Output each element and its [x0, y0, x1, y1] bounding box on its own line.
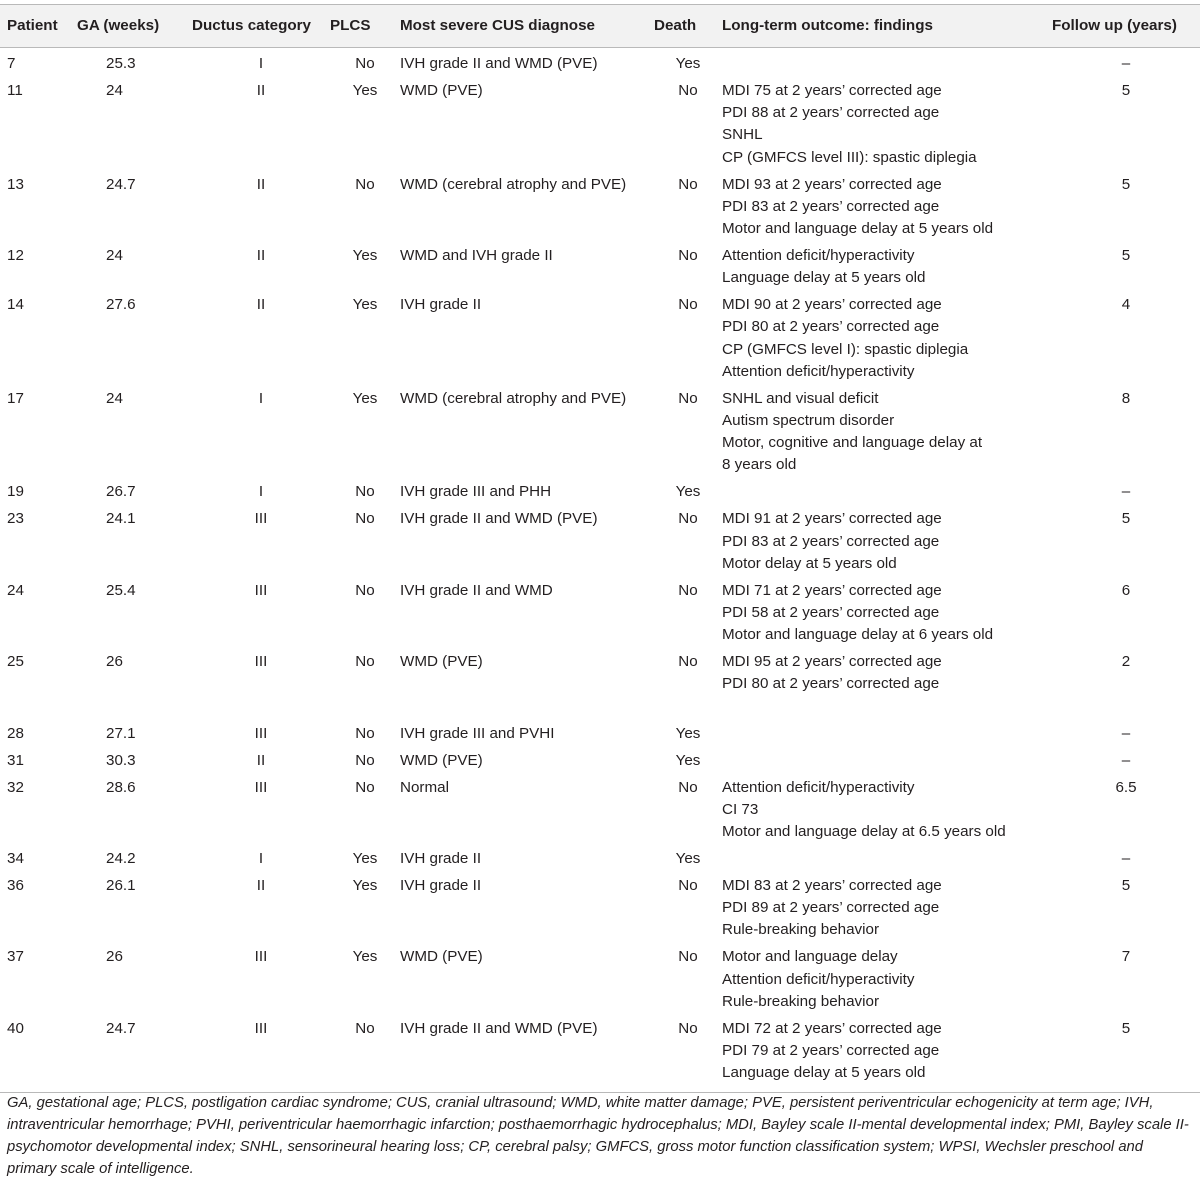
- cell-outcome: [722, 481, 1052, 508]
- cell-plcs: No: [355, 510, 375, 528]
- outcome-line: CI 73: [722, 800, 759, 818]
- cell-cus: WMD (cerebral atrophy and PVE): [400, 389, 627, 407]
- header-cus: Most severe CUS diagnose: [400, 5, 654, 48]
- cell-followup: –: [1121, 850, 1131, 868]
- results-table: [0, 4, 1200, 1093]
- outcome-line: PDI 58 at 2 years’ corrected age: [722, 604, 940, 622]
- cell-death: No: [678, 510, 698, 528]
- cell-cus: WMD (PVE): [400, 751, 483, 769]
- cell-death: No: [678, 877, 698, 895]
- outcome-line: Attention deficit/hyperactivity: [722, 362, 915, 380]
- table-row: [0, 1018, 1200, 1093]
- table-row: [0, 777, 1200, 848]
- cell-plcs: No: [355, 55, 375, 72]
- cell-ductus: III: [192, 1018, 330, 1093]
- outcome-line: MDI 83 at 2 years’ corrected age: [722, 877, 942, 895]
- cell-plcs: Yes: [352, 877, 378, 895]
- table-row: [0, 580, 1200, 651]
- cell-outcome: [722, 245, 1052, 294]
- cell-followup: –: [1121, 483, 1131, 501]
- cell-followup: 5: [1121, 877, 1131, 895]
- cell-plcs: No: [355, 175, 375, 193]
- cell-followup: 5: [1121, 247, 1131, 265]
- cell-patient: 36: [7, 877, 24, 895]
- outcome-line: PDI 83 at 2 years’ corrected age: [722, 532, 940, 550]
- outcome-line: PDI 89 at 2 years’ corrected age: [722, 899, 940, 917]
- outcome-line: Attention deficit/hyperactivity: [722, 247, 915, 265]
- cell-patient: 37: [7, 948, 24, 966]
- table-row: [0, 80, 1200, 174]
- cell-outcome: [722, 875, 1052, 946]
- cell-ductus: II: [256, 296, 266, 314]
- cell-death: Yes: [675, 751, 701, 769]
- header-plcs: PLCS: [330, 5, 400, 48]
- outcome-line: MDI 90 at 2 years’ corrected age: [722, 296, 942, 314]
- outcome-line: MDI 75 at 2 years’ corrected age: [722, 82, 942, 99]
- cell-cus: WMD (PVE): [400, 948, 483, 966]
- cell-ga: 26.7: [106, 483, 136, 501]
- cell-plcs: Yes: [352, 948, 378, 966]
- table-row: [0, 875, 1200, 946]
- cell-patient: 14: [7, 296, 24, 314]
- cell-cus: IVH grade II and WMD (PVE): [400, 510, 598, 528]
- cell-plcs: No: [355, 653, 375, 671]
- outcome-line: PDI 88 at 2 years’ corrected age: [722, 104, 940, 122]
- header-death: Death: [654, 5, 722, 48]
- outcome-line: MDI 93 at 2 years’ corrected age: [722, 175, 942, 193]
- cell-plcs: No: [330, 1018, 400, 1093]
- outcome-line: [722, 696, 1052, 718]
- cell-cus: WMD and IVH grade II: [400, 247, 553, 265]
- cell-patient: 11: [7, 82, 23, 99]
- table-row: [0, 388, 1200, 482]
- outcome-line: Motor and language delay at 6.5 years old: [722, 823, 1006, 841]
- cell-plcs: Yes: [352, 82, 378, 99]
- cell-cus: IVH grade II: [400, 877, 482, 895]
- outcome-line: MDI 91 at 2 years’ corrected age: [722, 510, 942, 528]
- cell-patient: 7: [7, 55, 16, 72]
- cell-ductus: II: [256, 82, 266, 99]
- cell-patient: 17: [7, 389, 24, 407]
- outcome-line: PDI 80 at 2 years’ corrected age: [722, 318, 940, 336]
- cell-followup: 5: [1121, 82, 1131, 99]
- cell-ductus: III: [254, 778, 268, 796]
- table-footnote: GA, gestational age; PLCS, postligation cardiac syndrome; CUS, cranial ultrasound; WMD, white matter damage; PVE, persistent periventricular echogenicity at term age; IVH, intraventricular hemorrhage; PVHI, periventricular haemorrhagic infarction; posthaemorrhagic hydrocephalus; MDI, Bayley scale II-mental developmental index; PMI, Bayley scale II-psychomotor developmental index; SNHL, sensorineural hearing loss; CP, cerebral palsy; GMFCS, gross motor function classification system; WPSI, Wechsler preschool and primary scale of intelligence.: [7, 1095, 1189, 1177]
- cell-ductus: III: [254, 581, 268, 599]
- cell-cus: IVH grade II and WMD (PVE): [400, 55, 598, 72]
- cell-outcome: [722, 294, 1052, 388]
- table-row: [0, 245, 1200, 294]
- table-row: [0, 48, 1200, 81]
- cell-patient: 31: [7, 751, 24, 769]
- cell-ga: 24.7: [77, 1018, 192, 1093]
- cell-ga: 27.1: [106, 724, 136, 742]
- cell-outcome: [722, 508, 1052, 579]
- cell-cus: WMD (PVE): [400, 82, 483, 99]
- cell-outcome: [722, 174, 1052, 245]
- outcome-line: Language delay at 5 years old: [722, 1064, 926, 1082]
- cell-followup: 6.5: [1115, 778, 1137, 796]
- table-body: [0, 48, 1200, 1093]
- outcome-line: Attention deficit/hyperactivity: [722, 970, 915, 988]
- cell-ductus: I: [258, 850, 264, 868]
- cell-ga: 26.1: [106, 877, 136, 895]
- header-followup: Follow up (years): [1052, 5, 1200, 48]
- outcome-line: SNHL and visual deficit: [722, 389, 879, 407]
- cell-plcs: No: [355, 581, 375, 599]
- table-row: [0, 723, 1200, 750]
- cell-ductus: III: [254, 948, 268, 966]
- cell-followup: –: [1121, 751, 1131, 769]
- cell-ga: 30.3: [106, 751, 136, 769]
- table-row: [0, 481, 1200, 508]
- table-row: [0, 294, 1200, 388]
- cell-ga: 24: [106, 389, 123, 407]
- cell-followup: 5: [1121, 175, 1131, 193]
- outcome-line: Attention deficit/hyperactivity: [722, 778, 915, 796]
- cell-ductus: II: [256, 247, 266, 265]
- outcome-line: MDI 95 at 2 years’ corrected age: [722, 653, 942, 671]
- cell-outcome: [722, 80, 1052, 174]
- cell-ga: 24.2: [106, 850, 136, 868]
- cell-followup: –: [1121, 55, 1131, 72]
- cell-plcs: No: [355, 724, 375, 742]
- cell-patient: 24: [7, 581, 24, 599]
- header-row: [0, 5, 1200, 48]
- cell-ductus: I: [258, 389, 264, 407]
- cell-ga: 26: [106, 653, 123, 671]
- outcome-line: MDI 72 at 2 years’ corrected age: [722, 1019, 942, 1037]
- cell-cus: IVH grade II: [400, 296, 482, 314]
- cell-cus: IVH grade II and WMD (PVE): [400, 1018, 654, 1093]
- table-row: [0, 651, 1200, 722]
- cell-ga: 27.6: [106, 296, 136, 314]
- cell-followup: –: [1121, 724, 1131, 742]
- cell-death: Yes: [675, 850, 701, 868]
- cell-followup: 7: [1121, 948, 1131, 966]
- cell-outcome: [722, 388, 1052, 482]
- cell-patient: 13: [7, 175, 24, 193]
- cell-ga: 28.6: [106, 778, 136, 796]
- cell-death: Yes: [675, 483, 701, 501]
- cell-death: Yes: [675, 724, 701, 742]
- cell-outcome: [722, 1018, 1052, 1093]
- cell-ga: 25.3: [106, 55, 136, 72]
- outcome-line: 8 years old: [722, 456, 797, 474]
- outcome-line: MDI 71 at 2 years’ corrected age: [722, 581, 942, 599]
- outcome-line: CP (GMFCS level III): spastic diplegia: [722, 148, 977, 166]
- cell-patient: 28: [7, 724, 24, 742]
- cell-patient: 12: [7, 247, 24, 265]
- cell-ductus: II: [256, 751, 266, 769]
- cell-outcome: [722, 946, 1052, 1017]
- cell-death: Yes: [675, 55, 701, 72]
- cell-cus: Normal: [400, 778, 449, 796]
- cell-plcs: Yes: [352, 850, 378, 868]
- cell-ga: 25.4: [106, 581, 136, 599]
- cell-cus: WMD (PVE): [400, 653, 483, 671]
- cell-ga: 24: [106, 247, 123, 265]
- cell-plcs: Yes: [352, 389, 378, 407]
- cell-ductus: I: [258, 55, 264, 72]
- cell-outcome: [722, 848, 1052, 875]
- cell-cus: WMD (cerebral atrophy and PVE): [400, 175, 627, 193]
- cell-ductus: I: [258, 483, 264, 501]
- outcome-line: Rule-breaking behavior: [722, 992, 880, 1010]
- outcome-line: Motor and language delay at 6 years old: [722, 626, 994, 644]
- cell-plcs: No: [355, 483, 375, 501]
- cell-death: No: [678, 82, 698, 99]
- cell-patient: 23: [7, 510, 24, 528]
- cell-ga: 24: [106, 82, 123, 99]
- cell-followup: 5: [1052, 1018, 1200, 1093]
- table-row: [0, 848, 1200, 875]
- cell-cus: IVH grade III and PHH: [400, 483, 552, 501]
- header-outcome: Long-term outcome: findings: [722, 5, 1052, 48]
- cell-followup: 2: [1121, 653, 1131, 671]
- cell-ga: 24.1: [106, 510, 136, 528]
- outcome-line: PDI 80 at 2 years’ corrected age: [722, 675, 940, 693]
- cell-cus: IVH grade II and WMD: [400, 581, 553, 599]
- cell-ductus: III: [254, 653, 268, 671]
- cell-outcome: [722, 750, 1052, 777]
- cell-cus: IVH grade II: [400, 850, 482, 868]
- cell-death: No: [678, 581, 698, 599]
- cell-death: No: [678, 247, 698, 265]
- outcome-line: CP (GMFCS level I): spastic diplegia: [722, 340, 969, 358]
- table-row: [0, 946, 1200, 1017]
- table-row: [0, 508, 1200, 579]
- outcome-line: Motor and language delay: [722, 948, 898, 966]
- cell-followup: 6: [1121, 581, 1131, 599]
- cell-death: No: [678, 778, 698, 796]
- cell-ga: 26: [106, 948, 123, 966]
- cell-death: No: [678, 296, 698, 314]
- cell-ductus: III: [254, 510, 268, 528]
- outcome-line: Motor, cognitive and language delay at: [722, 434, 983, 452]
- cell-ga: 24.7: [106, 175, 136, 193]
- cell-followup: 4: [1121, 296, 1131, 314]
- cell-death: No: [678, 389, 698, 407]
- cell-death: No: [678, 948, 698, 966]
- cell-death: No: [654, 1018, 722, 1093]
- cell-patient: 40: [0, 1018, 77, 1093]
- cell-patient: 32: [7, 778, 24, 796]
- cell-followup: 5: [1121, 510, 1131, 528]
- cell-patient: 34: [7, 850, 24, 868]
- outcome-line: Motor delay at 5 years old: [722, 554, 897, 572]
- cell-outcome: [722, 723, 1052, 750]
- outcome-line: Autism spectrum disorder: [722, 412, 895, 430]
- table-row: [0, 174, 1200, 245]
- cell-ductus: II: [256, 877, 266, 895]
- header-patient: Patient: [0, 5, 77, 48]
- outcome-line: Rule-breaking behavior: [722, 921, 880, 939]
- cell-outcome: [722, 777, 1052, 848]
- header-ga: GA (weeks): [77, 5, 192, 48]
- outcome-line: SNHL: [722, 126, 763, 144]
- cell-plcs: No: [355, 778, 375, 796]
- cell-ductus: II: [256, 175, 266, 193]
- header-ductus: Ductus category: [192, 5, 330, 48]
- cell-plcs: No: [355, 751, 375, 769]
- outcome-line: PDI 83 at 2 years’ corrected age: [722, 197, 940, 215]
- outcome-line: Language delay at 5 years old: [722, 269, 926, 287]
- cell-outcome: [722, 580, 1052, 651]
- cell-plcs: Yes: [352, 247, 378, 265]
- cell-plcs: Yes: [352, 296, 378, 314]
- table-row: [0, 750, 1200, 777]
- cell-followup: 8: [1121, 389, 1131, 407]
- cell-outcome: [722, 48, 1052, 81]
- outcome-line: PDI 79 at 2 years’ corrected age: [722, 1042, 940, 1060]
- cell-patient: 19: [7, 483, 24, 501]
- cell-outcome: [722, 651, 1052, 722]
- outcome-line: Motor and language delay at 5 years old: [722, 220, 994, 238]
- cell-patient: 25: [7, 653, 24, 671]
- cell-death: No: [678, 175, 698, 193]
- cell-ductus: III: [254, 724, 268, 742]
- cell-death: No: [678, 653, 698, 671]
- cell-cus: IVH grade III and PVHI: [400, 724, 555, 742]
